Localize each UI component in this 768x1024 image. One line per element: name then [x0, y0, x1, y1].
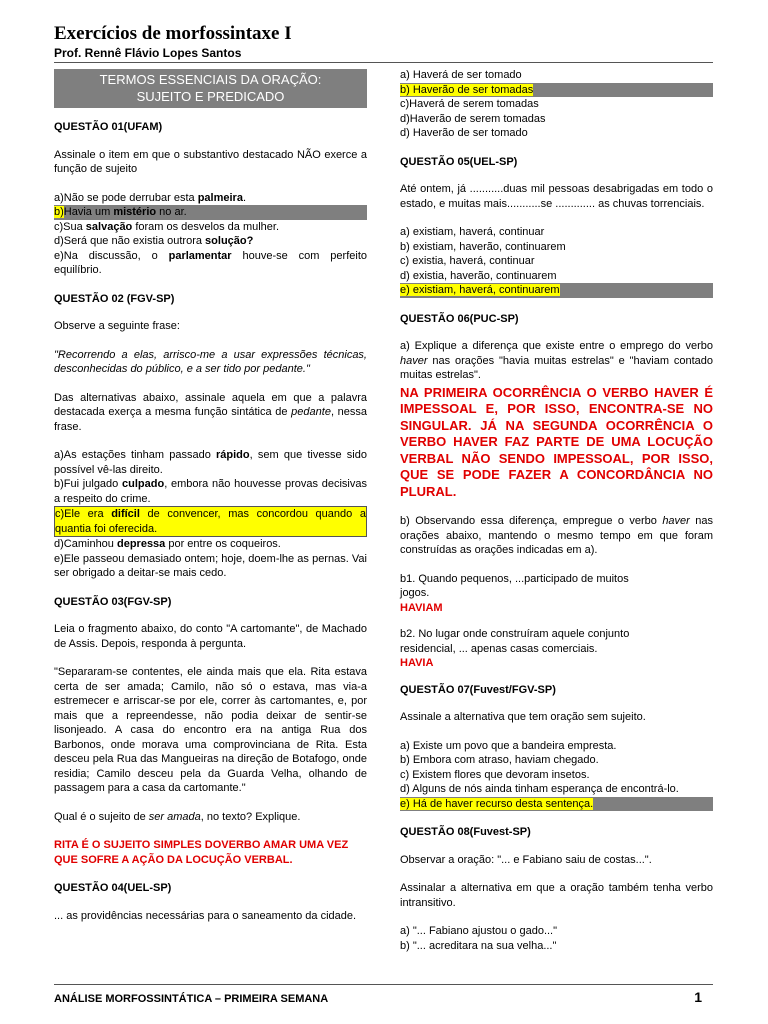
q8-option-a: a) "... Fabiano ajustou o gado...": [400, 925, 558, 937]
question-5-options: [400, 225, 713, 298]
question-5-title: QUESTÃO 05(UEL-SP): [400, 155, 518, 168]
question-5-prompt: Até ontem, já ...........duas mil pessoas desabrigadas em todo o estado, e muitas mais...........se ............. as chuvas torrenciais.: [400, 183, 713, 210]
q1-option-a: a)Não se pode derrubar esta palmeira.: [54, 191, 247, 204]
question-6-part-a: a) Explique a diferença que existe entre o emprego do verbo haver nas orações "havia muitas estrelas" e "haviam contado muitas estrelas".: [400, 340, 713, 381]
page-number: 1: [694, 989, 702, 1005]
question-6-part-b: b) Observando essa diferença, empregue o verbo haver nas orações abaixo, mantendo o mesmo tempo em que foram construídas as orações indicadas em a).: [400, 515, 713, 556]
question-3-title: QUESTÃO 03(FGV-SP): [54, 595, 172, 608]
footer-text: ANÁLISE MORFOSSINTÁTICA – PRIMEIRA SEMANA: [54, 993, 329, 1005]
question-6-b2: b2. No lugar onde construíram aquele conjunto residencial, ... apenas casas comerciais. HAVIA: [400, 627, 713, 671]
section-title-bar: [54, 69, 367, 108]
question-7-options: [400, 739, 713, 812]
question-3-question: Qual é o sujeito de ser amada, no texto? Explique.: [54, 810, 301, 823]
q2-option-c: c)Ele era difícil de convencer, mas concordou quando a quantia foi oferecida.: [54, 506, 367, 537]
question-4-title: QUESTÃO 04(UEL-SP): [54, 882, 172, 894]
question-3-passage: "Separaram-se contentes, ele ainda mais que ela. Rita estava certa de ser amada; Camilo, não só o estava, mas via-a estremecer e arriscar-se por ele, correr às cartomantes, e, por mais que a repreendesse, não podia deixar de sentir-se lisonjeado. A casa do encontro era na antiga Rua dos Barbonos, onde morava uma comprovinciana de Rita. Esta desceu pela Rua das Mangueiras na direção de Botafogo, onde residia; Camilo desceu pela da Guarda Velha, olhando de passagem para a casa da cartomante.": [54, 666, 367, 794]
question-2-instruction: Das alternativas abaixo, assinale aquela em que a palavra destacada exerça a mesma função sintática de pedante, nessa frase.: [54, 391, 368, 433]
q7-option-c: c) Existem flores que devoram insetos.: [400, 768, 590, 781]
q4-option-b: b) Haverão de ser tomadas: [400, 83, 713, 98]
question-8-title: QUESTÃO 08(Fuvest-SP): [400, 826, 531, 838]
q4-option-c: c)Haverá de serem tomadas: [400, 98, 539, 110]
header-divider: [54, 62, 713, 63]
question-6-answer: NA PRIMEIRA OCORRÊNCIA O VERBO HAVER É IMPESSOAL E, POR ISSO, ENCONTRA-SE NO SINGULAR. JÁ NA SEGUNDA OCORRÊNCIA O VERBO HAVER FAZ PARTE DE UMA LOCUÇÃO VERBAL NÃO SENDO IMPESSOAL, POR ISSO, QUE SE PODE FAZER A CONCORDÂNCIA NO PLURAL.: [400, 384, 713, 499]
q7-option-b: b) Embora com atraso, haviam chegado.: [400, 754, 599, 766]
q5-option-a: a) existiam, haverá, continuar: [400, 226, 545, 238]
q1-option-c: c)Sua salvação foram os desvelos da mulher.: [54, 220, 280, 233]
question-1-prompt: Assinale o item em que o substantivo destacado NÃO exerce a função de sujeito: [54, 148, 367, 175]
q4-option-e: d) Haverão de ser tomado: [400, 127, 528, 139]
question-4-prompt: ... as providências necessárias para o saneamento da cidade.: [54, 909, 357, 922]
q1-option-d: d)Será que não existia outrora solução?: [54, 235, 254, 247]
question-2-options: [54, 448, 367, 581]
q2-option-b: b)Fui julgado culpado, embora não houvesse provas decisivas a respeito do crime.: [54, 478, 367, 505]
q5-option-d: d) existia, haverão, continuarem: [400, 269, 557, 282]
q1-option-b: b)Havia um mistério no ar.: [54, 205, 367, 220]
question-8-options: [400, 924, 713, 953]
footer-divider: [54, 984, 713, 985]
document-title: Exercícios de morfossintaxe I: [54, 23, 292, 44]
question-2-prompt: Observe a seguinte frase:: [54, 320, 180, 332]
q2-option-e: e)Ele passeou demasiado ontem; hoje, doem-lhe as pernas. Vai ser obrigado a deitar-se mais cedo.: [54, 552, 367, 579]
question-1-options: [54, 191, 367, 278]
q1-option-e: e)Na discussão, o parlamentar houve-se com perfeito equilíbrio.: [54, 249, 367, 276]
q2-option-a: a)As estações tinham passado rápido, sem que tivesse sido possível vê-las direito.: [54, 449, 367, 476]
question-2-quote: "Recorrendo a elas, arrisco-me a usar expressões técnicas, desconhecidas do público, e a ser tido por pedante.": [54, 348, 367, 375]
q5-option-c: c) existia, haverá, continuar: [400, 255, 535, 267]
question-4-options: [400, 68, 713, 141]
q5-option-b: b) existiam, haverão, continuarem: [400, 240, 566, 253]
question-3-answer: RITA É O SUJEITO SIMPLES DOVERBO AMAR UMA VEZ QUE SOFRE A AÇÃO DA LOCUÇÃO VERBAL.: [54, 839, 349, 866]
question-7-prompt: Assinale a alternativa que tem oração sem sujeito.: [400, 711, 646, 723]
q5-option-e: e) existiam, haverá, continuarem: [400, 283, 713, 298]
question-8-instruction: Assinalar a alternativa em que a oração também tenha verbo intransitivo.: [400, 882, 713, 909]
section-title-line1: TERMOS ESSENCIAIS DA ORAÇÃO:: [99, 72, 322, 87]
q2-option-d: d)Caminhou depressa por entre os coqueiros.: [54, 538, 281, 550]
author-line: Prof. Rennê Flávio Lopes Santos: [54, 46, 242, 60]
section-title-line2: SUJEITO E PREDICADO: [136, 89, 285, 104]
question-7-title: QUESTÃO 07(Fuvest/FGV-SP): [400, 683, 556, 696]
question-6-title: QUESTÃO 06(PUC-SP): [400, 312, 519, 325]
q7-option-a: a) Existe um povo que a bandeira empresta.: [400, 739, 617, 752]
q4-option-d: d)Haverão de serem tomadas: [400, 112, 546, 125]
question-1-title: QUESTÃO 01(UFAM): [54, 121, 163, 133]
right-column: [400, 68, 713, 953]
q4-option-a: a) Haverá de ser tomado: [400, 69, 522, 81]
question-8-prompt: Observar a oração: "... e Fabiano saiu de costas...".: [400, 853, 652, 866]
question-6-b2-answer: HAVIA: [400, 657, 434, 669]
question-6-b1: b1. Quando pequenos, ...participado de muitos jogos. HAVIAM: [400, 572, 713, 616]
q7-option-e: e) Há de haver recurso desta sentença.: [400, 797, 713, 812]
question-6-b1-answer: HAVIAM: [400, 601, 443, 614]
question-3-prompt: Leia o fragmento abaixo, do conto "A cartomante", de Machado de Assis. Depois, responda à pergunta.: [54, 623, 367, 650]
q7-option-d: d) Alguns de nós ainda tinham esperança de encontrá-lo.: [400, 783, 679, 795]
question-2-title: QUESTÃO 02 (FGV-SP): [54, 292, 175, 305]
left-column: [54, 68, 367, 937]
q8-option-b: b) "... acreditara na sua velha...": [400, 939, 557, 952]
